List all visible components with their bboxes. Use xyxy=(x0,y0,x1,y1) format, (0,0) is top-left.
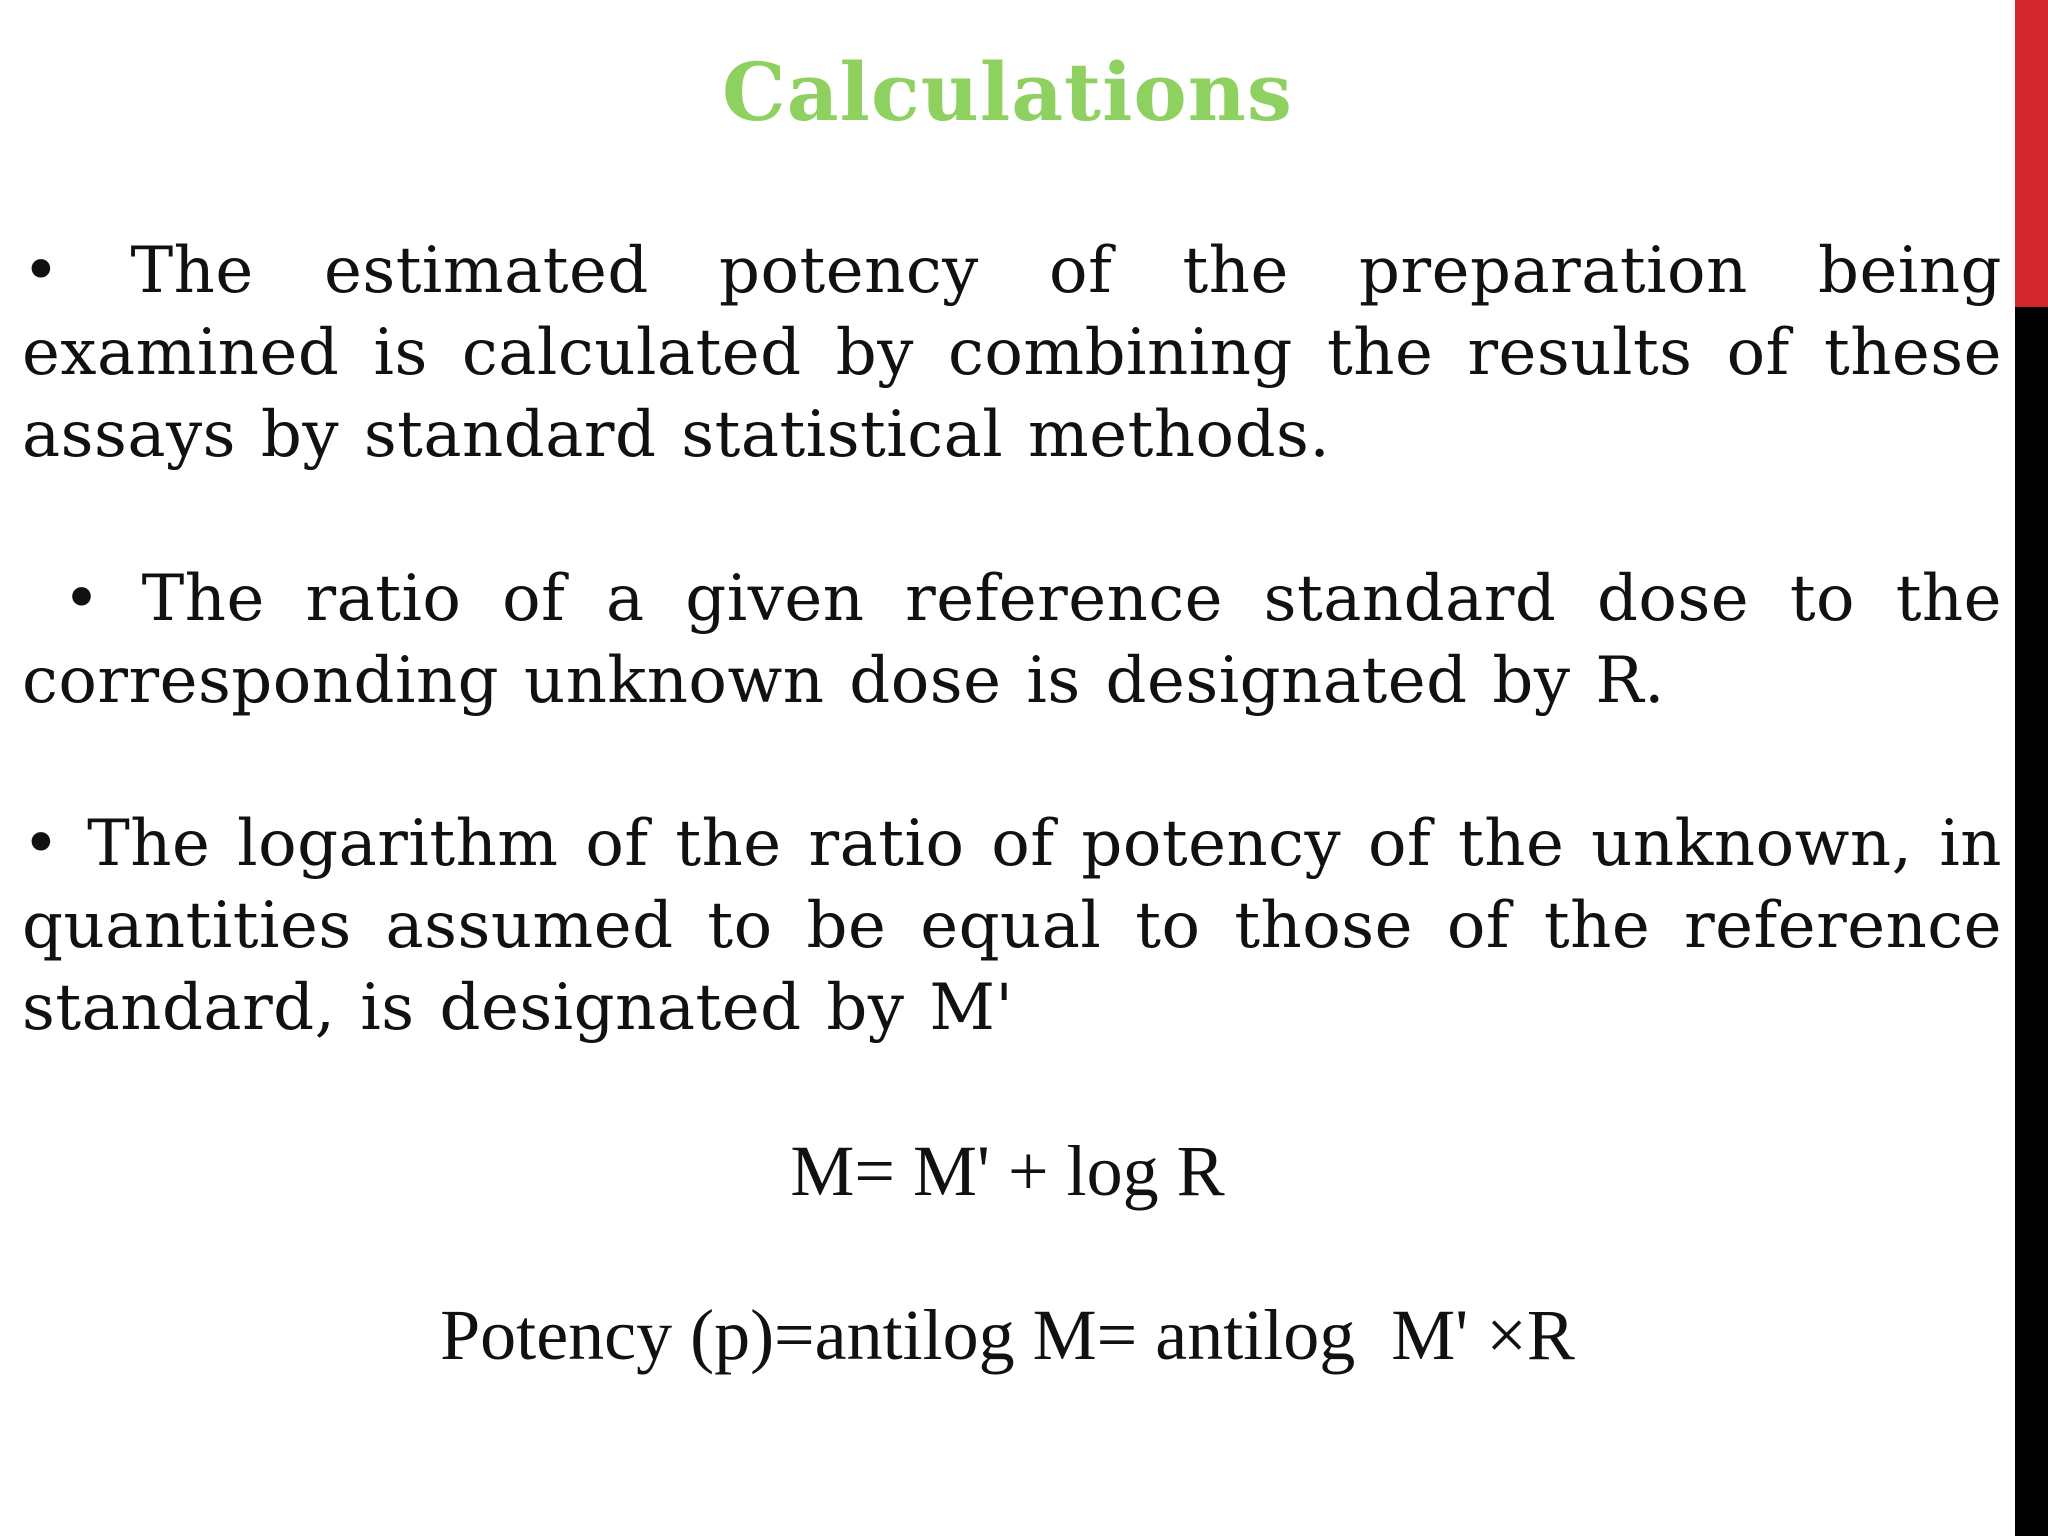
bullet-marker: • xyxy=(62,562,101,636)
bullet-text: The logarithm of the ratio of potency of the unknown, in quantities assumed to be equal to those of the reference standard, is designated by M' xyxy=(22,807,2003,1045)
bullet-text: The estimated potency of the preparation being examined is calculated by combining the results of these assays by standard statistical methods. xyxy=(22,234,2003,472)
bullet-marker: • xyxy=(22,807,61,881)
bullet-marker: • xyxy=(22,234,61,308)
formula-m: M= M' + log R xyxy=(790,1131,1225,1211)
side-accent-black xyxy=(2015,307,2048,1536)
bullet-item-3 xyxy=(22,803,2002,1049)
bullet-item-1 xyxy=(22,230,2002,476)
formula-potency: Potency (p)=antilog M= antilog M' ×R xyxy=(440,1295,1575,1375)
bullet-text: The ratio of a given reference standard dose to the corresponding unknown dose is designated by R. xyxy=(22,562,2003,718)
slide-title: Calculations xyxy=(722,45,1293,139)
side-accent-bar xyxy=(2015,0,2048,1536)
bullet-item-2 xyxy=(22,558,2002,722)
side-accent-red xyxy=(2015,0,2048,307)
